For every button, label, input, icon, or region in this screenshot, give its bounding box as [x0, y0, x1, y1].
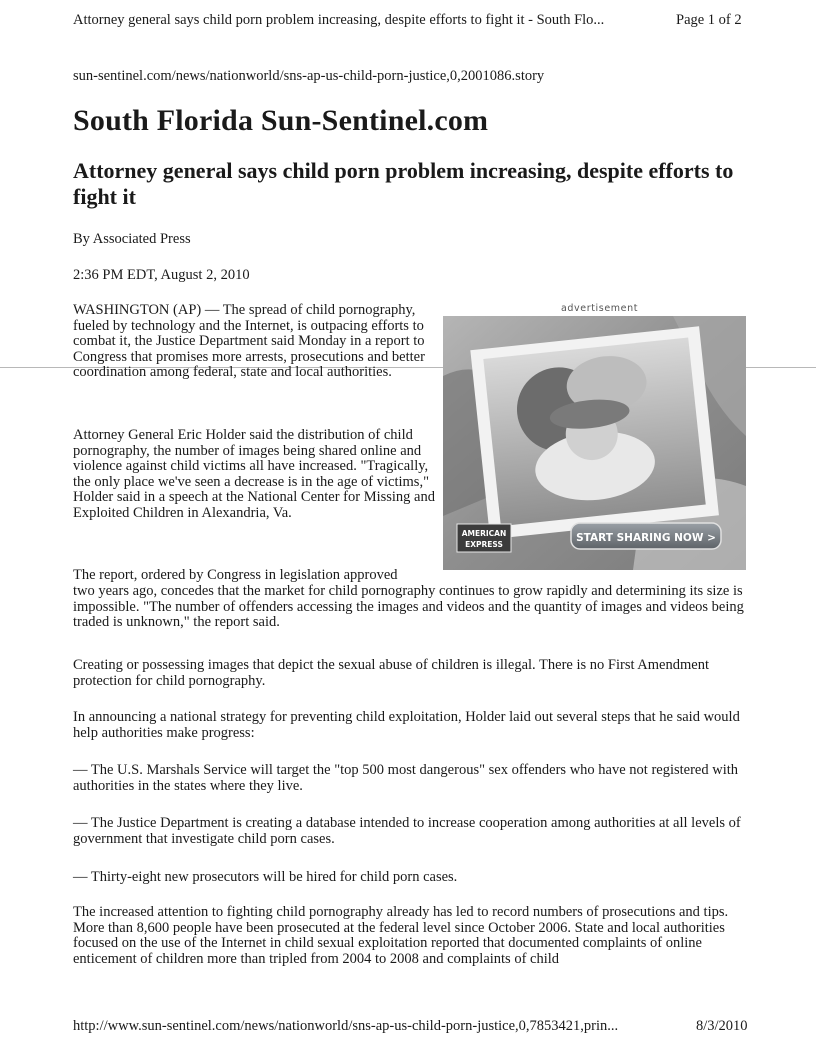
advertisement-photo [443, 316, 746, 570]
article-paragraph: two years ago, concedes that the market for child pornography continues to grow rapidly and determining its size is impossible. "The number of offenders accessing the images and videos and the quantity of images and videos being traded is unknown," the report said. [73, 583, 744, 631]
print-header-page-number: Page 1 of 2 [676, 12, 742, 28]
article-list-item: — The U.S. Marshals Service will target the "top 500 most dangerous" sex offenders who have not registered with authorities in the states where they live. [73, 762, 739, 794]
start-sharing-button[interactable]: START SHARING NOW > [576, 532, 716, 544]
amex-logo-line2: EXPRESS [465, 540, 503, 549]
article-list-item: — The Justice Department is creating a database intended to increase cooperation among authorities at all levels of government that investigate child porn cases. [73, 815, 741, 847]
article-list-item: — Thirty-eight new prosecutors will be hired for child porn cases. [73, 869, 458, 885]
article-paragraph: The increased attention to fighting child pornography already has led to record numbers of prosecutions and tips. More than 8,600 people have been prosecuted at the federal level since October 2006. State and local authorities focused on the use of the Internet in child sexual exploitation reported that documented complaints of online enticement of children more than tripled from 2004 to 2008 and complaints of child [73, 904, 729, 967]
article-paragraph: WASHINGTON (AP) — The spread of child pornography, fueled by technology and the Internet, is outpacing efforts to combat it, the Justice Department said Monday in a report to Congress that promises more arrests, prosecutions and better coordination among federal, state and local authorities. [73, 302, 425, 381]
article-paragraph: Attorney General Eric Holder said the distribution of child pornography, the number of images being shared online and violence against child victims all have increased. "Tragically, the only place we've seen a decrease is in the age of victims," Holder said in a speech at the National Center for Missing and Exploited Children in Alexandria, Va. [73, 427, 435, 521]
article-paragraph: Creating or possessing images that depict the sexual abuse of children is illegal. There is no First Amendment protection for child pornography. [73, 657, 709, 689]
article-headline: Attorney general says child porn problem increasing, despite efforts to fight it [73, 158, 734, 209]
print-footer-date: 8/3/2010 [696, 1018, 748, 1034]
article-dateline: 2:36 PM EDT, August 2, 2010 [73, 267, 250, 283]
article-byline: By Associated Press [73, 231, 191, 247]
article-paragraph: The report, ordered by Congress in legislation approved [73, 567, 398, 583]
amex-logo-line1: AMERICAN [461, 529, 507, 538]
advertisement-banner[interactable] [443, 316, 746, 570]
article-paragraph: In announcing a national strategy for preventing child exploitation, Holder laid out several steps that he said would help authorities make progress: [73, 709, 740, 741]
print-header-title: Attorney general says child porn problem increasing, despite efforts to fight it - South Flo... [73, 12, 605, 28]
print-footer-url: http://www.sun-sentinel.com/news/nationworld/sns-ap-us-child-porn-justice,0,7853421,prin... [73, 1018, 619, 1034]
source-url: sun-sentinel.com/news/nationworld/sns-ap-us-child-porn-justice,0,2001086.story [73, 68, 545, 84]
advertisement-label: advertisement [561, 303, 639, 314]
site-name: South Florida Sun-Sentinel.com [73, 104, 489, 137]
